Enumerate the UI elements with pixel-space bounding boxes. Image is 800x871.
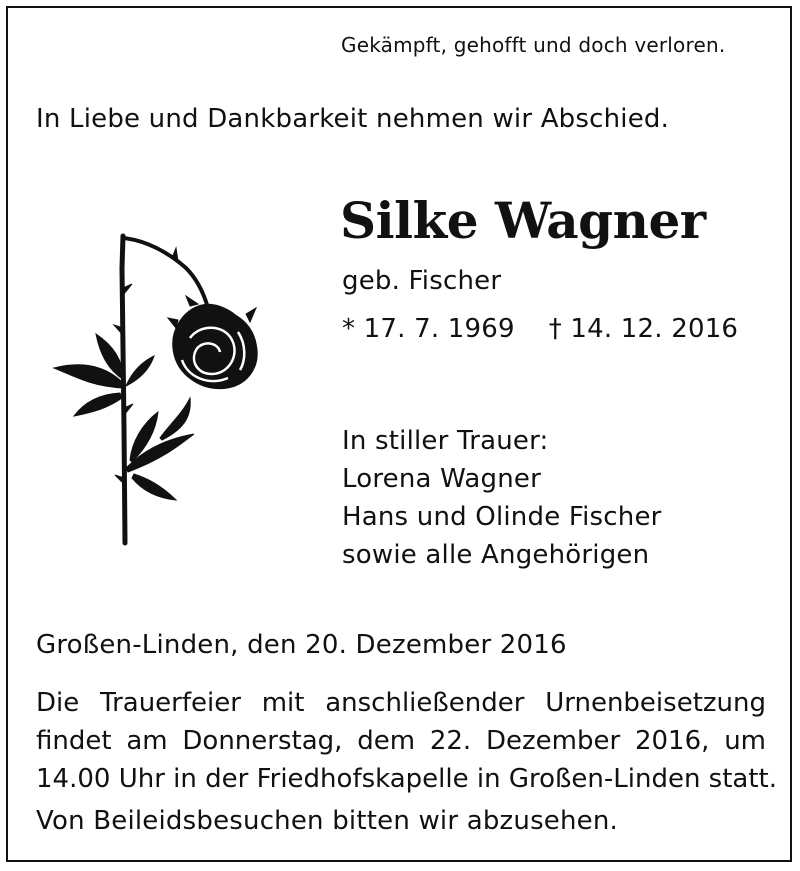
life-dates bbox=[342, 316, 738, 342]
service-info bbox=[36, 684, 778, 798]
service-line: Die Trauerfeier mit anschließender Urnenbeisetzung bbox=[36, 688, 766, 718]
place-date: Großen-Linden, den 20. Dezember 2016 bbox=[36, 630, 567, 660]
mourners-heading: In stiller Trauer: bbox=[342, 426, 549, 456]
mourner-line: Lorena Wagner bbox=[342, 464, 541, 494]
service-line: 14.00 Uhr in der Friedhofskapelle in Großen-Linden statt. bbox=[36, 764, 778, 794]
wilted-rose-icon bbox=[50, 228, 262, 550]
intro-text: In Liebe und Dankbarkeit nehmen wir Abschied. bbox=[36, 104, 670, 134]
closing-note: Von Beileidsbesuchen bitten wir abzusehen. bbox=[36, 806, 619, 836]
mourner-line: Hans und Olinde Fischer bbox=[342, 502, 662, 532]
death-date: † 14. 12. 2016 bbox=[548, 314, 739, 344]
birth-name: geb. Fischer bbox=[342, 266, 502, 296]
service-line: findet am Donnerstag, dem 22. Dezember 2016, um bbox=[36, 726, 766, 756]
motto: Gekämpft, gehofft und doch verloren. bbox=[341, 33, 726, 57]
mourners-list bbox=[342, 422, 662, 574]
mourner-line: sowie alle Angehörigen bbox=[342, 540, 650, 570]
deceased-name: Silke Wagner bbox=[340, 191, 706, 250]
birth-date: * 17. 7. 1969 bbox=[342, 314, 515, 344]
